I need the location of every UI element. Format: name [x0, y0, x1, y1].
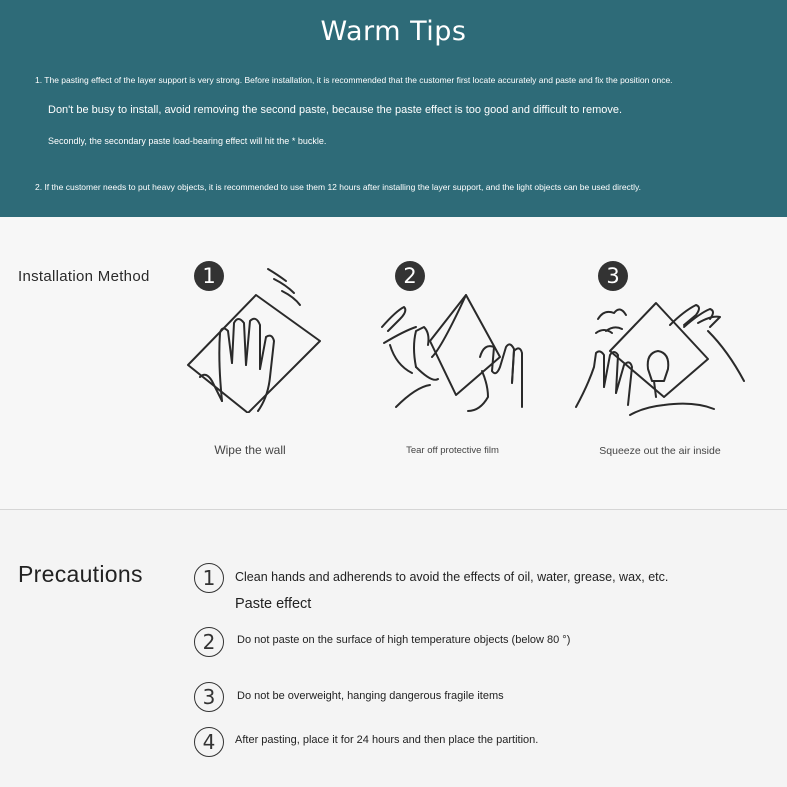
precaution-4-number: 4: [194, 727, 224, 757]
step-1-caption: Wipe the wall: [214, 443, 286, 457]
precaution-3-text: Do not be overweight, hanging dangerous fragile items: [237, 690, 504, 702]
precaution-2-text: Do not paste on the surface of high temperature objects (below 80 °): [237, 634, 571, 646]
precaution-1-number: 1: [194, 563, 224, 593]
precaution-3-number: 3: [194, 682, 224, 712]
precaution-1-text: Clean hands and adherends to avoid the effects of oil, water, grease, wax, etc.: [235, 570, 669, 584]
step-1-badge: 1: [194, 261, 224, 291]
tip-1-detail: Don't be busy to install, avoid removing the second paste, because the paste effect is too good and difficult to remove.: [48, 104, 623, 116]
precautions-section: [0, 510, 787, 787]
installation-section: [0, 217, 787, 510]
installation-heading: Installation Method: [18, 268, 150, 285]
precautions-heading: Precautions: [18, 561, 143, 587]
tip-1: 1. The pasting effect of the layer support is very strong. Before installation, it is recommended that the customer first locate accurately and paste and fix the position once.: [35, 75, 673, 85]
tip-1-detail-2: Secondly, the secondary paste load-bearing effect will hit the * buckle.: [48, 136, 327, 146]
step-3-caption: Squeeze out the air inside: [599, 445, 721, 457]
step-2-caption: Tear off protective film: [406, 445, 499, 456]
step-2-badge: 2: [395, 261, 425, 291]
precaution-2-number: 2: [194, 627, 224, 657]
tip-2: 2. If the customer needs to put heavy objects, it is recommended to use them 12 hours after installing the layer support, and the light objects can be used directly.: [35, 182, 642, 192]
precaution-4-text: After pasting, place it for 24 hours and then place the partition.: [235, 734, 539, 746]
tear-film-icon: [376, 287, 536, 417]
step-3-badge: 3: [598, 261, 628, 291]
squeeze-air-icon: [574, 297, 750, 419]
precaution-1-text-2: Paste effect: [235, 596, 312, 612]
warm-tips-title: Warm Tips: [320, 16, 467, 47]
wipe-wall-icon: [182, 261, 327, 413]
warm-tips-banner: [0, 0, 787, 217]
